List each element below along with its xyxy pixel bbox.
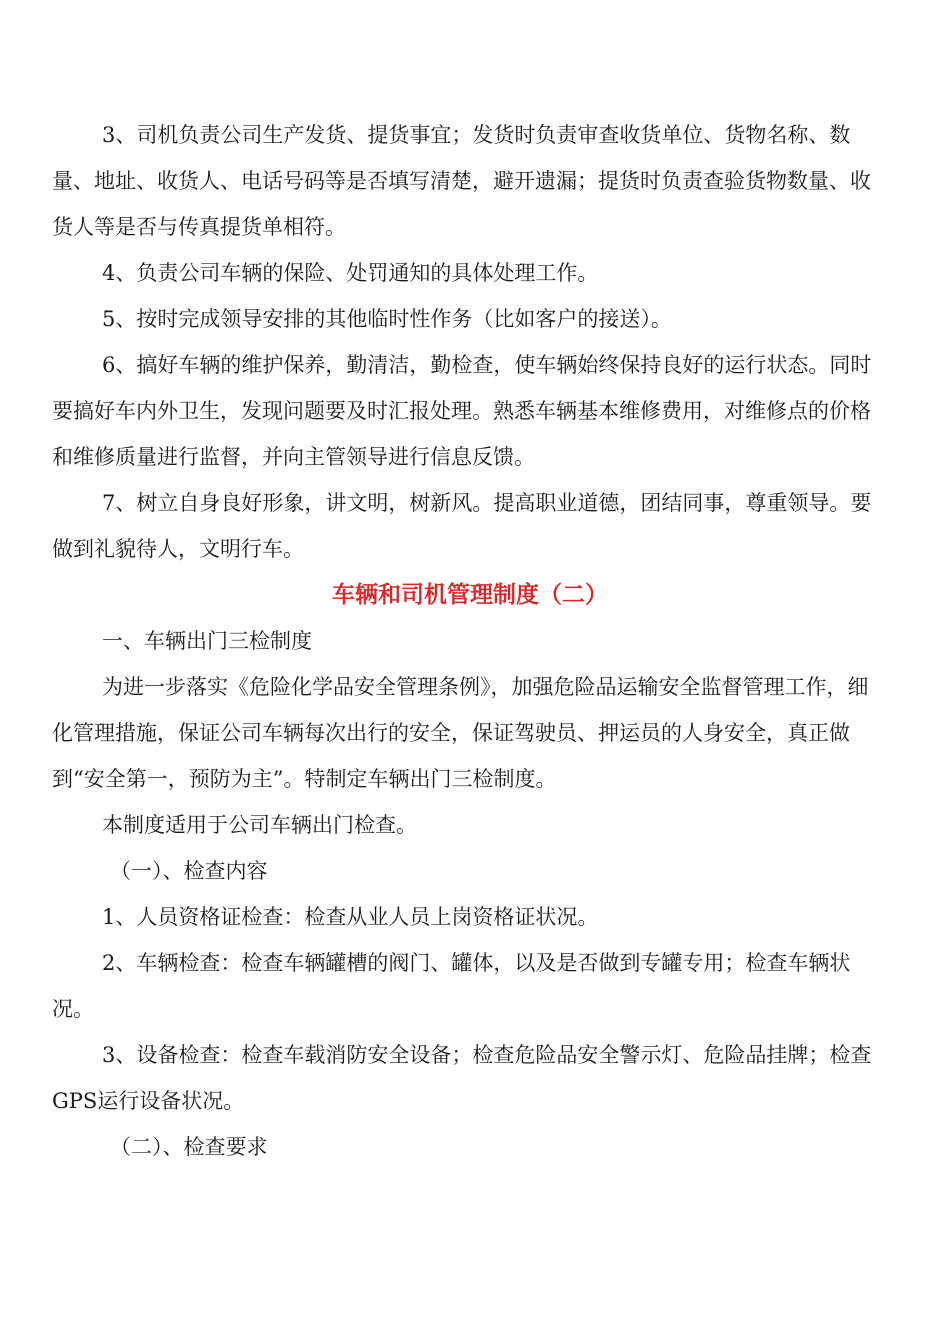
paragraph-check-2: 2、车辆检查：检查车辆罐槽的阀门、罐体，以及是否做到专罐专用；检查车辆状况。	[52, 951, 851, 1021]
section-title: 车辆和司机管理制度（二）	[332, 581, 608, 608]
document-page	[52, 112, 888, 1170]
paragraph-duty-7: 7、树立自身良好形象，讲文明，树新风。提高职业道德，团结同事，尊重领导。要做到礼貌待人，文明行车。	[52, 491, 872, 561]
paragraph-intro: 为进一步落实《危险化学品安全管理条例》，加强危险品运输安全监督管理工作，细化管理措施，保证公司车辆每次出行的安全，保证驾驶员、押运员的人身安全，真正做到“安全第一，预防为主”。特制定车辆出门三检制度。	[52, 675, 869, 791]
paragraph-check-3: 3、设备检查：检查车载消防安全设备；检查危险品安全警示灯、危险品挂牌；检查GPS运行设备状况。	[52, 1043, 872, 1113]
heading-check-requirements: （二）、检查要求	[110, 1135, 268, 1159]
heading-check-content: （一）、检查内容	[110, 859, 268, 883]
paragraph-duty-3: 3、司机负责公司生产发货、提货事宜；发货时负责审查收货单位、货物名称、数量、地址、收货人、电话号码等是否填写清楚，避开遗漏；提货时负责查验货物数量、收货人等是否与传真提货单相符。	[52, 123, 871, 239]
paragraph-duty-6: 6、搞好车辆的维护保养，勤清洁，勤检查，使车辆始终保持良好的运行状态。同时要搞好车内外卫生，发现问题要及时汇报处理。熟悉车辆基本维修费用，对维修点的价格和维修质量进行监督，并向主管领导进行信息反馈。	[52, 353, 872, 469]
paragraph-duty-5: 5、按时完成领导安排的其他临时性作务（比如客户的接送）。	[102, 307, 672, 331]
paragraph-duty-4: 4、负责公司车辆的保险、处罚通知的具体处理工作。	[102, 261, 599, 285]
paragraph-scope: 本制度适用于公司车辆出门检查。	[102, 813, 417, 837]
paragraph-check-1: 1、人员资格证检查：检查从业人员上岗资格证状况。	[102, 905, 599, 929]
heading-three-checks: 一、车辆出门三检制度	[102, 629, 312, 653]
